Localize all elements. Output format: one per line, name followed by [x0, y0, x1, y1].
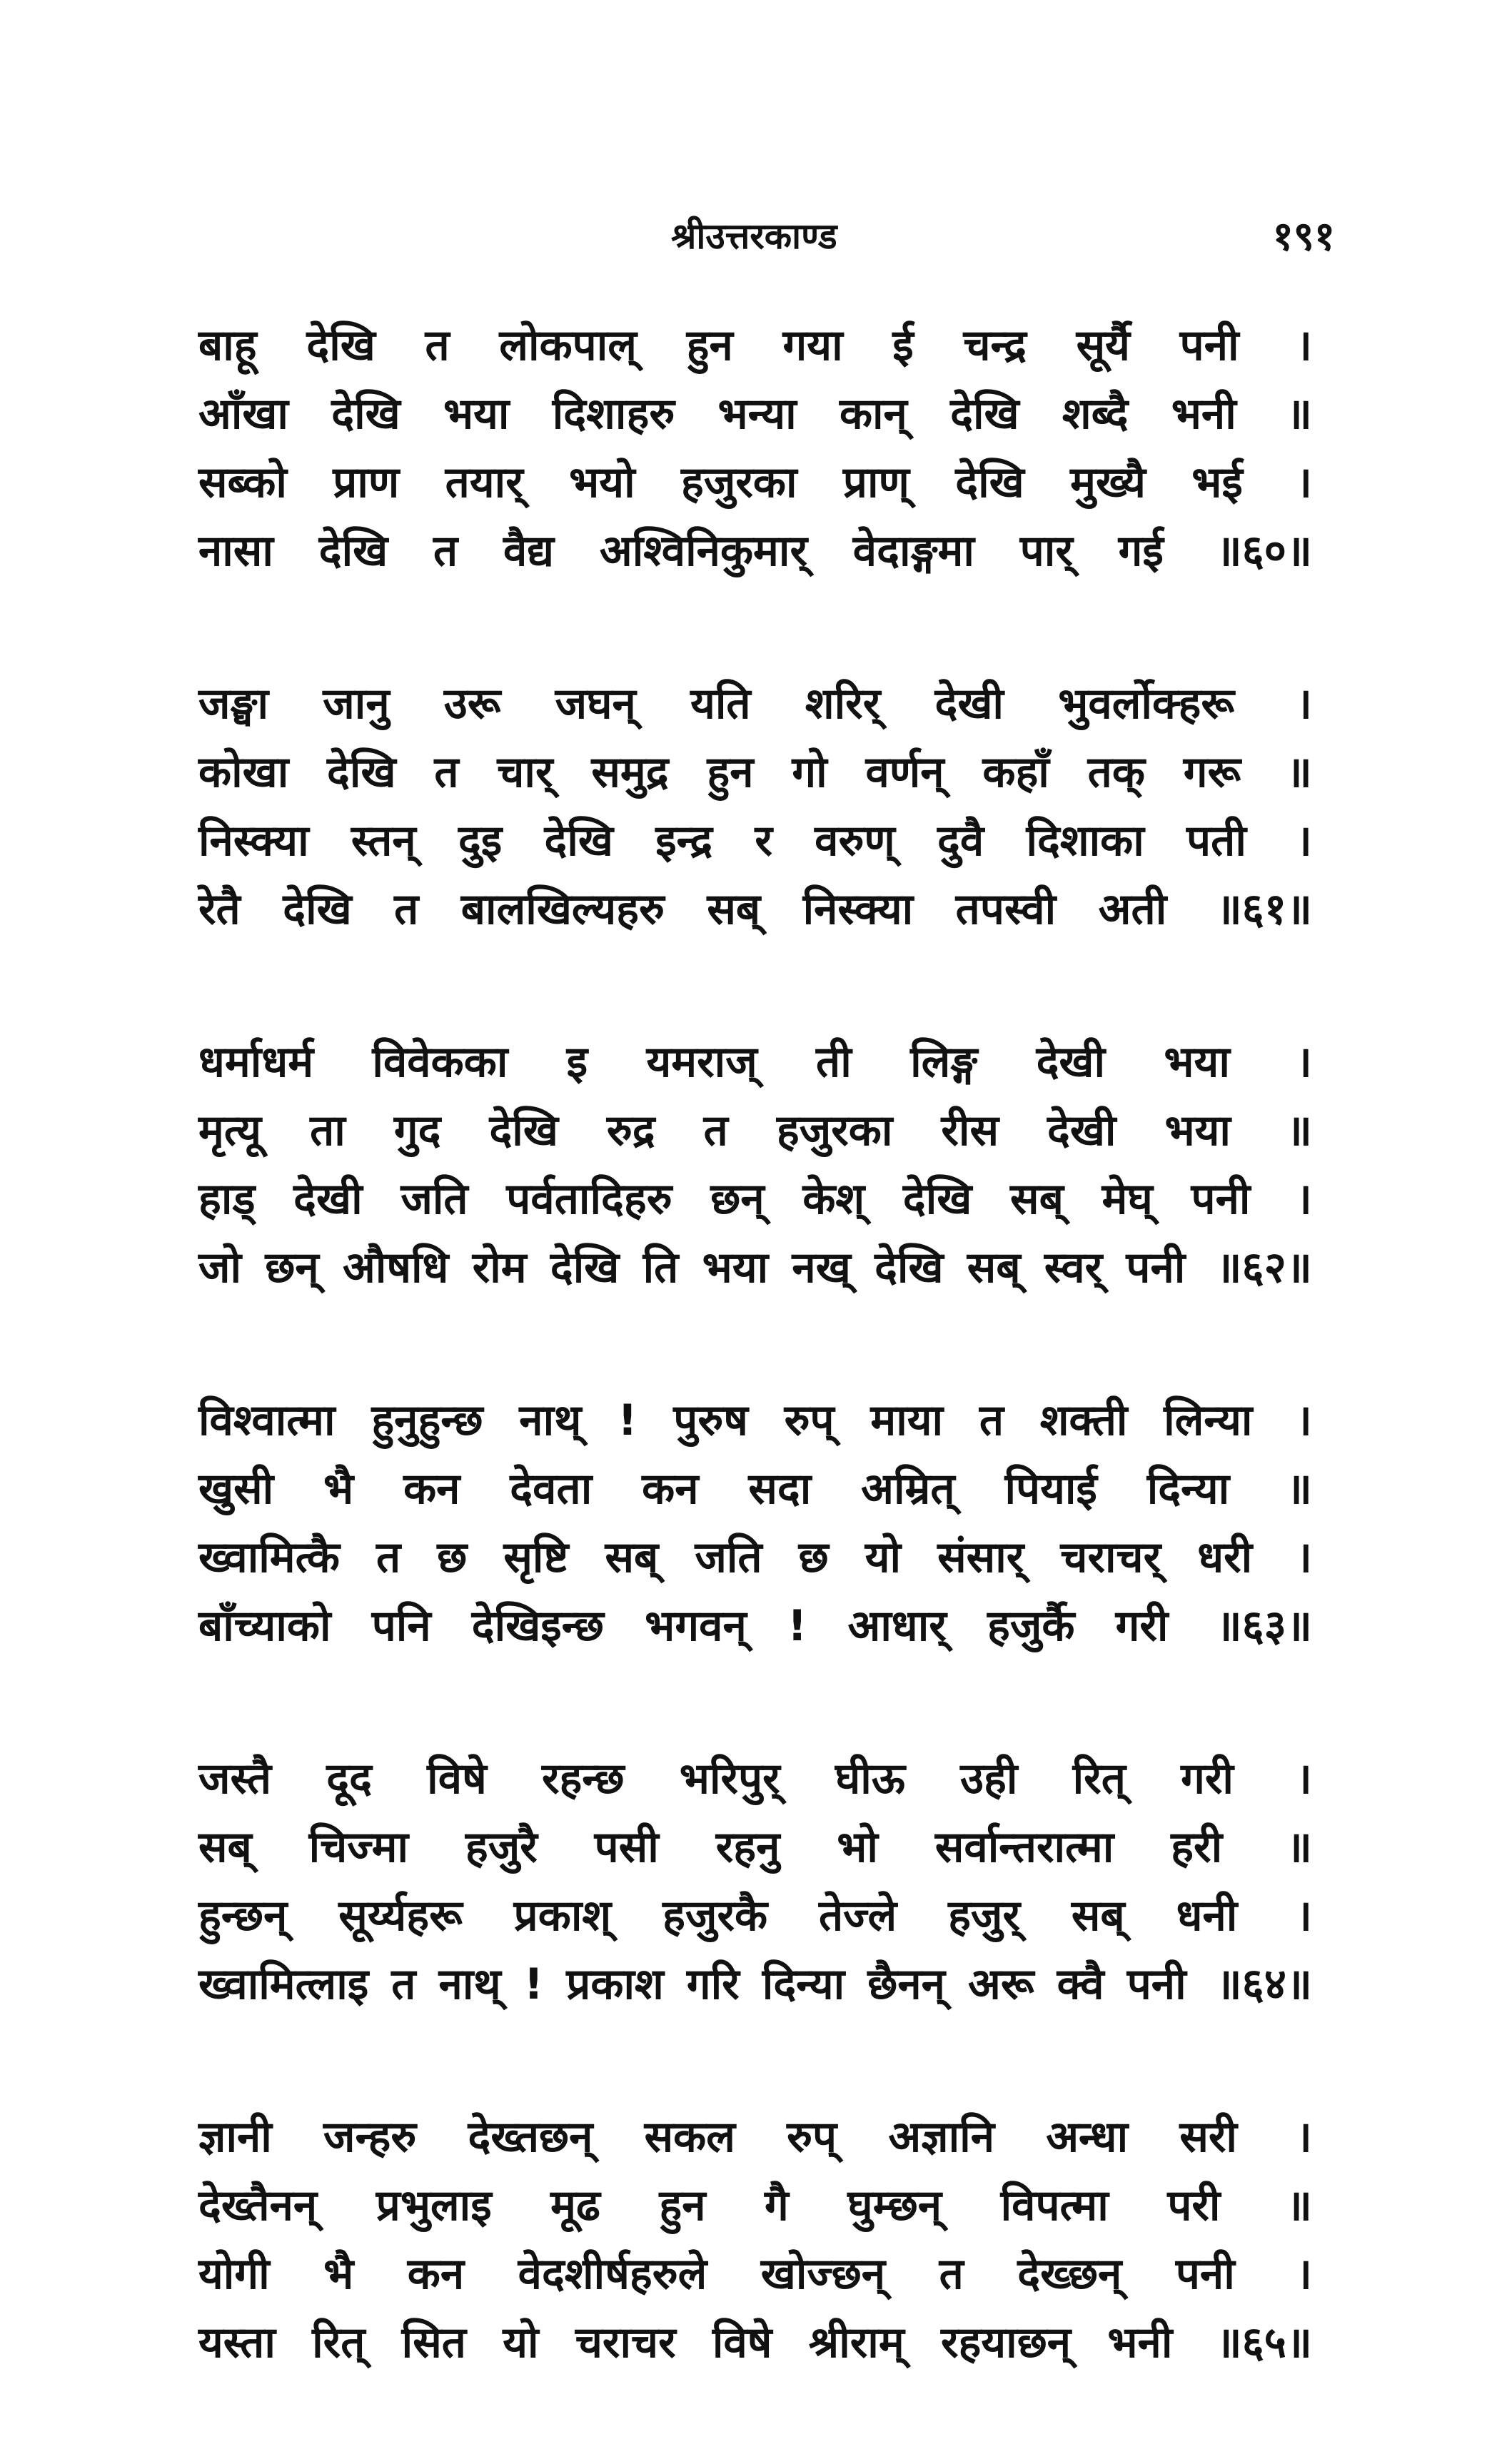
verse-word: देखि — [544, 816, 613, 866]
verse-word: उही — [960, 1754, 1018, 1804]
verse-word: मृत्यू — [198, 1106, 262, 1156]
verse-word: देखि — [331, 389, 400, 439]
verse-word: तक् — [1087, 747, 1145, 797]
verse-word: हाड् — [198, 1174, 256, 1224]
verse-line — [198, 1099, 1312, 1168]
verse-word: पर्वतादिहरु — [506, 1174, 672, 1224]
verse-word: पियाई — [1004, 1464, 1097, 1514]
verse-word: रीस — [941, 1106, 999, 1156]
verse-word: जङ्घा — [198, 679, 269, 729]
verse-word: छन् — [265, 1243, 319, 1293]
verse-word: शब्दै — [1062, 389, 1129, 439]
verse-word: देखी — [934, 679, 1004, 729]
verse-word: देखि — [955, 458, 1024, 508]
verse-end-mark: ॥ — [1286, 2181, 1312, 2231]
verse-word: नाथ् — [519, 1395, 582, 1445]
verse-word: तेज्ले — [818, 1891, 897, 1941]
verse-word: श्रीराम् — [808, 2318, 904, 2368]
verse-word: विषे — [712, 2318, 772, 2368]
verse-word: धरी — [1197, 1533, 1253, 1582]
verse-word: विषे — [427, 1754, 487, 1804]
verse-word: सब् — [198, 1822, 252, 1872]
verse-word: छन् — [710, 1174, 765, 1224]
verse-word: देख्तैनन् — [198, 2181, 318, 2231]
verse-word: निस्क्या — [802, 884, 914, 934]
verse-word: मूढ — [550, 2181, 600, 2231]
verse-word: सब् — [707, 884, 761, 934]
verse-word: भै — [323, 1464, 354, 1514]
verse-word: देखि — [318, 526, 388, 576]
verse-word: हजुरका — [776, 1106, 893, 1156]
verse-word: ई — [892, 320, 914, 370]
verse-word: दिशाहरु — [552, 389, 675, 439]
verse-word: छ — [798, 1533, 829, 1582]
verse-word: त — [939, 2249, 964, 2299]
verse-word: मेघ् — [1102, 1174, 1153, 1224]
verse-word: हजुरका — [680, 458, 797, 508]
verse-word: सब् — [1010, 1174, 1064, 1224]
verse-word: त — [434, 747, 459, 797]
verse-end-mark: । — [1296, 1891, 1312, 1941]
verse-word: हरी — [1171, 1822, 1223, 1872]
verse-word: पनी — [1175, 2249, 1235, 2299]
verse-word: गरी — [1115, 1601, 1169, 1651]
verse-line — [198, 878, 1312, 946]
verse-word: जो — [198, 1243, 242, 1293]
verse-word: रेतै — [198, 884, 241, 934]
verse-word: प्रकाश् — [513, 1891, 612, 1941]
verse-word: विपत्मा — [1000, 2181, 1109, 2231]
verse-word: ख्वामित्लाइ — [198, 1959, 369, 2009]
verse-word: रुप् — [787, 2112, 837, 2162]
verse-line — [198, 2174, 1312, 2243]
verse-line — [198, 1953, 1312, 2021]
verse-word: लिन्या — [1164, 1395, 1253, 1445]
verse-end-mark: । — [1296, 1037, 1312, 1087]
verse-end-mark: ॥६०॥ — [1216, 526, 1312, 576]
verse-word: सकल — [644, 2112, 735, 2162]
verse-end-mark: । — [1296, 1754, 1312, 1804]
verse-end-mark: । — [1296, 679, 1312, 729]
verse-word: भई — [1191, 458, 1243, 508]
verse-word: दिशाका — [1026, 816, 1144, 866]
verse-word: घीऊ — [835, 1754, 905, 1804]
verse-word: भया — [443, 389, 510, 439]
verse-word: त — [391, 1959, 416, 2009]
verse-word: भो — [837, 1822, 878, 1872]
verse-word: गरि — [686, 1959, 740, 2009]
verse-word: रुप् — [784, 1395, 835, 1445]
verse-word: सर्वान्तरात्मा — [934, 1822, 1114, 1872]
page-number: १९१ — [1272, 213, 1335, 260]
verse-word: शक्ती — [1039, 1395, 1128, 1445]
verse-word: सब् — [1071, 1891, 1125, 1941]
verse-word: स्तन् — [351, 816, 416, 866]
verse-word: पनी — [1179, 320, 1239, 370]
verse-word: गै — [764, 2181, 789, 2231]
verse-word: ! — [787, 1601, 807, 1651]
verse-word: गुद — [393, 1106, 441, 1156]
verse-word: छ — [437, 1533, 468, 1582]
verse-word: हजुर् — [948, 1891, 1020, 1941]
verse-line — [198, 1884, 1312, 1953]
verse-word: कोखा — [198, 747, 289, 797]
verse-word: यस्ता — [198, 2318, 276, 2368]
verse-word: हजुरकै — [662, 1891, 768, 1941]
verse-word: अती — [1098, 884, 1167, 934]
verse-word: वेदशीर्षहरुले — [518, 2249, 707, 2299]
verse-word: रहयाछन् — [940, 2318, 1072, 2368]
verse-line — [198, 383, 1312, 451]
verse-word: पनी — [1126, 1243, 1186, 1293]
verse-word: केश् — [802, 1174, 865, 1224]
verse-word: अज्ञानि — [888, 2112, 995, 2162]
verse-word: भुवर्लोक्हरू — [1058, 679, 1234, 729]
verse-line — [198, 1816, 1312, 1884]
verse-word: यमराज् — [646, 1037, 757, 1087]
verse-word: भन्या — [717, 389, 797, 439]
verse-word: कन — [403, 1464, 460, 1514]
verse-word: ता — [310, 1106, 346, 1156]
verse-end-mark: ॥ — [1286, 1822, 1312, 1872]
verse-word: हजुर्कै — [987, 1601, 1075, 1651]
verse-word: भयो — [569, 458, 635, 508]
verse-word: त — [394, 884, 419, 934]
verse-line — [198, 1389, 1312, 1458]
verse-end-mark: । — [1296, 458, 1312, 508]
verse-end-mark: ॥ — [1286, 1464, 1312, 1514]
verse-stanza — [198, 2106, 1312, 2380]
verse-word: चन्द्र — [963, 320, 1027, 370]
verse-word: हजुरै — [465, 1822, 538, 1872]
verse-word: लिङ्ग — [910, 1037, 978, 1087]
verse-word: समुद्र — [591, 747, 669, 797]
verse-word: दूद — [326, 1754, 372, 1804]
verse-word: खोज्छन् — [760, 2249, 886, 2299]
verse-word: पनी — [1191, 1174, 1251, 1224]
verse-word: देखि — [902, 1174, 972, 1224]
verse-word: कहाँ — [982, 747, 1049, 797]
verse-word: ख्वामित्कै — [198, 1533, 340, 1582]
verse-line — [198, 1526, 1312, 1595]
verse-word: लोकपाल् — [499, 320, 637, 370]
verse-word: रहनु — [715, 1822, 780, 1872]
verse-stanza — [198, 1389, 1312, 1663]
verse-word: संसार् — [937, 1533, 1024, 1582]
verse-word: दुवै — [937, 816, 984, 866]
verse-word: देखि — [489, 1106, 558, 1156]
verse-word: धर्माधर्म — [198, 1037, 314, 1087]
verse-word: गो — [792, 747, 827, 797]
verse-line — [198, 1747, 1312, 1816]
verse-word: वैद्य — [503, 526, 555, 576]
verse-word: पसी — [594, 1822, 659, 1872]
verse-end-mark: ॥ — [1286, 389, 1312, 439]
verse-end-mark: ॥६१॥ — [1216, 884, 1312, 934]
verse-end-mark: ॥६३॥ — [1216, 1601, 1312, 1651]
verse-line — [198, 520, 1312, 588]
verse-word: जानु — [323, 679, 390, 729]
verse-word: हुन — [707, 747, 754, 797]
verse-line — [198, 741, 1312, 809]
verse-word: बाहू — [198, 320, 257, 370]
verse-word: गया — [782, 320, 843, 370]
verse-word: देख्तछन् — [468, 2112, 593, 2162]
verse-word: जति — [400, 1174, 468, 1224]
verse-word: वेदाङ्गमा — [852, 526, 974, 576]
verse-word: ! — [523, 1959, 544, 2009]
verse-word: यति — [690, 679, 751, 729]
verse-word: बालखिल्यहरु — [460, 884, 665, 934]
verse-word: प्रभुलाइ — [375, 2181, 492, 2231]
verse-word: देखी — [293, 1174, 363, 1224]
verse-word: देखि — [550, 1243, 620, 1293]
verse-word: कन — [642, 1464, 699, 1514]
verse-end-mark: ॥६२॥ — [1216, 1243, 1312, 1293]
verse-word: हुन्छन् — [198, 1891, 288, 1941]
verse-word: देवता — [510, 1464, 593, 1514]
verse-word: जति — [695, 1533, 762, 1582]
verse-word: स्वर् — [1044, 1243, 1103, 1293]
verse-word: अश्विनिकुमार् — [599, 526, 807, 576]
verse-word: सदा — [748, 1464, 812, 1514]
verse-word: भरिपुर् — [679, 1754, 780, 1804]
verse-word: देखि — [283, 884, 352, 934]
verse-line — [198, 451, 1312, 520]
verse-line — [198, 1168, 1312, 1236]
verse-word: पनी — [1126, 1959, 1186, 2009]
verse-word: परी — [1167, 2181, 1221, 2231]
verse-word: प्रकाश — [566, 1959, 664, 2009]
verse-word: देखि — [950, 389, 1019, 439]
verse-line — [198, 1458, 1312, 1526]
verse-word: चराचर — [575, 2318, 676, 2368]
verse-end-mark: ॥ — [1286, 1106, 1312, 1156]
verse-word: आँखा — [198, 389, 288, 439]
verse-word: भनी — [1171, 389, 1236, 439]
verse-word: तयार् — [445, 458, 523, 508]
verse-word: घुम्छन् — [847, 2181, 942, 2231]
verse-word: यो — [503, 2318, 539, 2368]
verse-word: रहन्छ — [541, 1754, 625, 1804]
verse-word: ज्ञानी — [198, 2112, 272, 2162]
verse-end-mark: । — [1296, 1533, 1312, 1582]
verse-word: नख् — [792, 1243, 851, 1293]
verse-word: जन्हरु — [323, 2112, 417, 2162]
verse-word: वरुण् — [815, 816, 895, 866]
verse-word: अम्रित् — [861, 1464, 955, 1514]
verse-end-mark: ॥६५॥ — [1216, 2318, 1312, 2368]
verse-word: प्राण — [333, 458, 400, 508]
verse-word: पुरुष — [673, 1395, 748, 1445]
verse-word: रोम — [472, 1243, 527, 1293]
verse-end-mark: । — [1296, 1174, 1312, 1224]
verse-word: पार् — [1019, 526, 1073, 576]
verse-word: देख्छन् — [1017, 2249, 1122, 2299]
verse-word: निस्क्या — [198, 816, 309, 866]
verse-word: धनी — [1176, 1891, 1238, 1941]
running-title: श्रीउत्तरकाण्ड — [671, 216, 837, 257]
verse-word: देखी — [1047, 1106, 1116, 1156]
verse-end-mark: । — [1296, 320, 1312, 370]
verse-end-mark: । — [1296, 1395, 1312, 1445]
verse-stanza — [198, 314, 1312, 588]
verse-word: ती — [816, 1037, 852, 1087]
verse-word: भया — [702, 1243, 769, 1293]
verse-word: चार् — [497, 747, 553, 797]
verse-line — [198, 1236, 1312, 1305]
verse-word: दिन्या — [1146, 1464, 1230, 1514]
verse-word: देखि — [327, 747, 396, 797]
verse-word: सब् — [967, 1243, 1021, 1293]
verse-stanza — [198, 672, 1312, 946]
verse-word: देखि — [306, 320, 375, 370]
verse-body — [198, 314, 1312, 2464]
verse-word: विश्वात्मा — [198, 1395, 336, 1445]
verse-word: औषधि — [342, 1243, 449, 1293]
verse-word: बाँच्याको — [198, 1601, 331, 1651]
verse-line — [198, 672, 1312, 741]
verse-word: योगी — [198, 2249, 270, 2299]
verse-word: चराचर् — [1060, 1533, 1161, 1582]
verse-word: हुनुहुन्छ — [371, 1395, 483, 1445]
verse-line — [198, 809, 1312, 878]
verse-word: माया — [870, 1395, 944, 1445]
verse-word: सूर्यै — [1076, 320, 1130, 370]
verse-word: पती — [1186, 816, 1246, 866]
verse-word: नाथ् — [438, 1959, 501, 2009]
verse-word: अन्धा — [1046, 2112, 1129, 2162]
verse-line — [198, 1595, 1312, 1663]
verse-word: देखी — [1036, 1037, 1106, 1087]
verse-word: र — [755, 816, 772, 866]
verse-word: जस्तै — [198, 1754, 272, 1804]
verse-word: सूर्य्यहरू — [338, 1891, 463, 1941]
verse-line — [198, 314, 1312, 383]
verse-word: सित — [401, 2318, 466, 2368]
verse-end-mark: । — [1296, 2112, 1312, 2162]
verse-word: भया — [1164, 1106, 1231, 1156]
verse-word: रुद्र — [606, 1106, 655, 1156]
verse-word: दिन्या — [762, 1959, 845, 2009]
verse-word: ! — [618, 1395, 637, 1445]
verse-word: त — [433, 526, 458, 576]
verse-word: देखि — [874, 1243, 944, 1293]
verse-word: नासा — [198, 526, 273, 576]
verse-word: गरी — [1181, 1754, 1234, 1804]
verse-word: प्राण् — [842, 458, 909, 508]
verse-word: गई — [1118, 526, 1164, 576]
verse-end-mark: ॥ — [1286, 747, 1312, 797]
verse-word: क्वै — [1057, 1959, 1104, 2009]
verse-word: वर्णन् — [865, 747, 944, 797]
verse-word: खुसी — [198, 1464, 274, 1514]
verse-line — [198, 2106, 1312, 2174]
verse-word: छैनन् — [867, 1959, 945, 2009]
verse-word: सब् — [605, 1533, 659, 1582]
verse-stanza — [198, 1747, 1312, 2021]
verse-word: देखिइन्छ — [471, 1601, 604, 1651]
verse-word: भै — [323, 2249, 354, 2299]
verse-word: इन्द्र — [655, 816, 713, 866]
verse-word: शरिर् — [805, 679, 881, 729]
verse-word: चिज्मा — [308, 1822, 409, 1872]
verse-word: रित् — [1072, 1754, 1126, 1804]
verse-line — [198, 2311, 1312, 2380]
verse-word: सृष्टि — [503, 1533, 569, 1582]
verse-end-mark: । — [1296, 816, 1312, 866]
verse-word: विवेकका — [372, 1037, 508, 1087]
page-header — [193, 211, 1335, 268]
verse-word: त — [703, 1106, 728, 1156]
verse-word: आधार् — [847, 1601, 947, 1651]
verse-end-mark: । — [1296, 2249, 1312, 2299]
verse-word: भनी — [1107, 2318, 1173, 2368]
verse-end-mark: ॥६४॥ — [1216, 1959, 1312, 2009]
verse-word: अरू — [968, 1959, 1034, 2009]
verse-word: तपस्वी — [955, 884, 1057, 934]
verse-word: यो — [865, 1533, 902, 1582]
verse-word: हुन — [686, 320, 733, 370]
verse-word: मुख्यै — [1070, 458, 1146, 508]
verse-word: हुन — [659, 2181, 706, 2231]
verse-word: गरू — [1183, 747, 1241, 797]
verse-word: त — [375, 1533, 401, 1582]
verse-word: भया — [1164, 1037, 1230, 1087]
verse-word: कन — [407, 2249, 465, 2299]
verse-word: त — [425, 320, 450, 370]
verse-line — [198, 2243, 1312, 2311]
verse-word: ति — [642, 1243, 679, 1293]
verse-stanza — [198, 1031, 1312, 1305]
verse-word: जघन् — [555, 679, 636, 729]
verse-word: भगवन् — [645, 1601, 747, 1651]
verse-word: कान् — [839, 389, 907, 439]
verse-word: पनि — [371, 1601, 431, 1651]
verse-word: उरू — [443, 679, 501, 729]
verse-word: रित् — [312, 2318, 366, 2368]
verse-line — [198, 1031, 1312, 1099]
verse-word: त — [979, 1395, 1004, 1445]
verse-word: दुइ — [458, 816, 503, 866]
verse-word: इ — [566, 1037, 588, 1087]
verse-word: सरी — [1179, 2112, 1237, 2162]
verse-word: सब्को — [198, 458, 287, 508]
